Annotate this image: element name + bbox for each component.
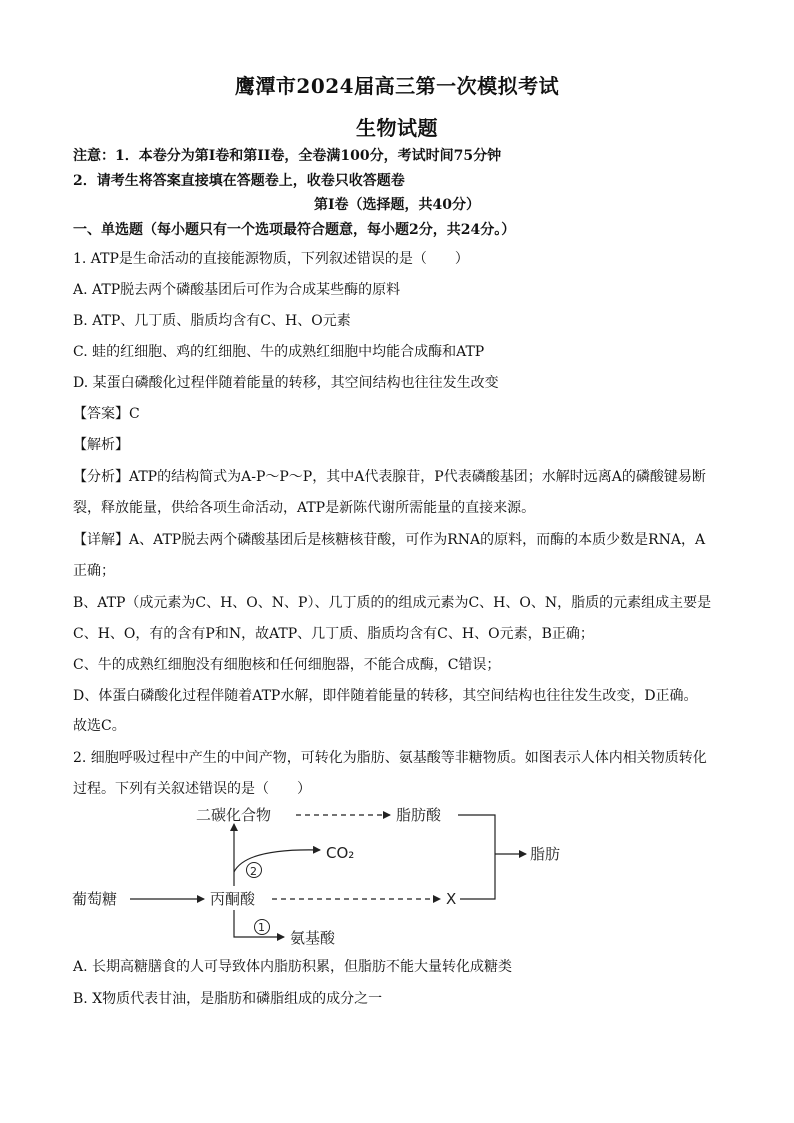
q1-answer: 【答案】C <box>73 406 140 422</box>
notice-line-1: 注意：1．本卷分为第I卷和第II卷，全卷满100分，考试时间75分钟 <box>73 148 502 164</box>
label-fatty-acid: 脂肪酸 <box>396 806 442 824</box>
label-two-carbon: 二碳化合物 <box>196 806 272 824</box>
q1-select: 故选C。 <box>73 718 126 734</box>
q1-option-d: D. 某蛋白磷酸化过程伴随着能量的转移，其空间结构也往往发生改变 <box>73 375 499 391</box>
label-pyruvate: 丙酮酸 <box>210 890 256 908</box>
q1-fenxi-line-2: 裂，释放能量，供给各项生命活动，ATP是新陈代谢所需能量的直接来源。 <box>73 500 536 516</box>
q1-c-line: C、牛的成熟红细胞没有细胞核和任何细胞器，不能合成酶，C错误； <box>73 657 501 673</box>
page-subtitle: 生物试题 <box>356 116 438 140</box>
circle-2-number: 2 <box>250 865 257 878</box>
label-x: X <box>446 890 457 908</box>
q1-analysis-label: 【解析】 <box>73 437 129 453</box>
q1-d-line: D、体蛋白磷酸化过程伴随着ATP水解，即伴随着能量的转移，其空间结构也往往发生改变，D正确。 <box>73 688 698 704</box>
metabolism-diagram <box>68 800 588 950</box>
q2-stem-line-1: 2. 细胞呼吸过程中产生的中间产物，可转化为脂肪、氨基酸等非糖物质。如图表示人体内相关物质转化 <box>73 750 707 766</box>
label-co2: CO₂ <box>326 844 355 862</box>
bracket-fatty-acid <box>458 815 495 899</box>
section-title: 第I卷（选择题，共40分） <box>313 197 481 213</box>
q1-b-line-2: C、H、O，有的含有P和N，故ATP、几丁质、脂质均含有C、H、O元素，B正确； <box>73 626 594 642</box>
q2-option-b: B. X物质代表甘油，是脂肪和磷脂组成的成分之一 <box>73 991 383 1007</box>
page-title: 鹰潭市2024届高三第一次模拟考试 <box>234 74 560 98</box>
label-glucose: 葡萄糖 <box>72 890 118 908</box>
q2-stem-line-2: 过程。下列有关叙述错误的是（ ） <box>73 781 311 797</box>
label-amino-acid: 氨基酸 <box>290 929 336 947</box>
notice-line-2: 2．请考生将答案直接填在答题卷上，收卷只收答题卷 <box>73 173 405 189</box>
q1-xiangjie-line-1: 【详解】A、ATP脱去两个磷酸基团后是核糖核苷酸，可作为RNA的原料，而酶的本质少数是RNA，A <box>73 532 706 548</box>
q1-xiangjie-line-2: 正确； <box>73 563 115 579</box>
q1-fenxi-line-1: 【分析】ATP的结构简式为A-P～P～P，其中A代表腺苷，P代表磷酸基团；水解时远离A的磷酸键易断 <box>73 469 706 485</box>
q2-option-a: A. 长期高糖膳食的人可导致体内脂肪积累，但脂肪不能大量转化成糖类 <box>73 959 513 975</box>
q1-b-line-1: B、ATP（成元素为C、H、O、N、P）、几丁质的的组成元素为C、H、O、N，脂质的元素组成主要是 <box>73 595 712 611</box>
q1-stem: 1. ATP是生命活动的直接能源物质，下列叙述错误的是（ ） <box>73 251 469 267</box>
label-fat: 脂肪 <box>530 845 561 863</box>
q1-option-a: A. ATP脱去两个磷酸基团后可作为合成某些酶的原料 <box>73 282 401 298</box>
circle-1-number: 1 <box>258 921 265 934</box>
q1-option-c: C. 蛙的红细胞、鸡的红细胞、牛的成熟红细胞中均能合成酶和ATP <box>73 344 485 360</box>
part-heading: 一、单选题（每小题只有一个选项最符合题意，每小题2分，共24分。） <box>73 222 516 238</box>
q1-option-b: B. ATP、几丁质、脂质均含有C、H、O元素 <box>73 313 351 329</box>
